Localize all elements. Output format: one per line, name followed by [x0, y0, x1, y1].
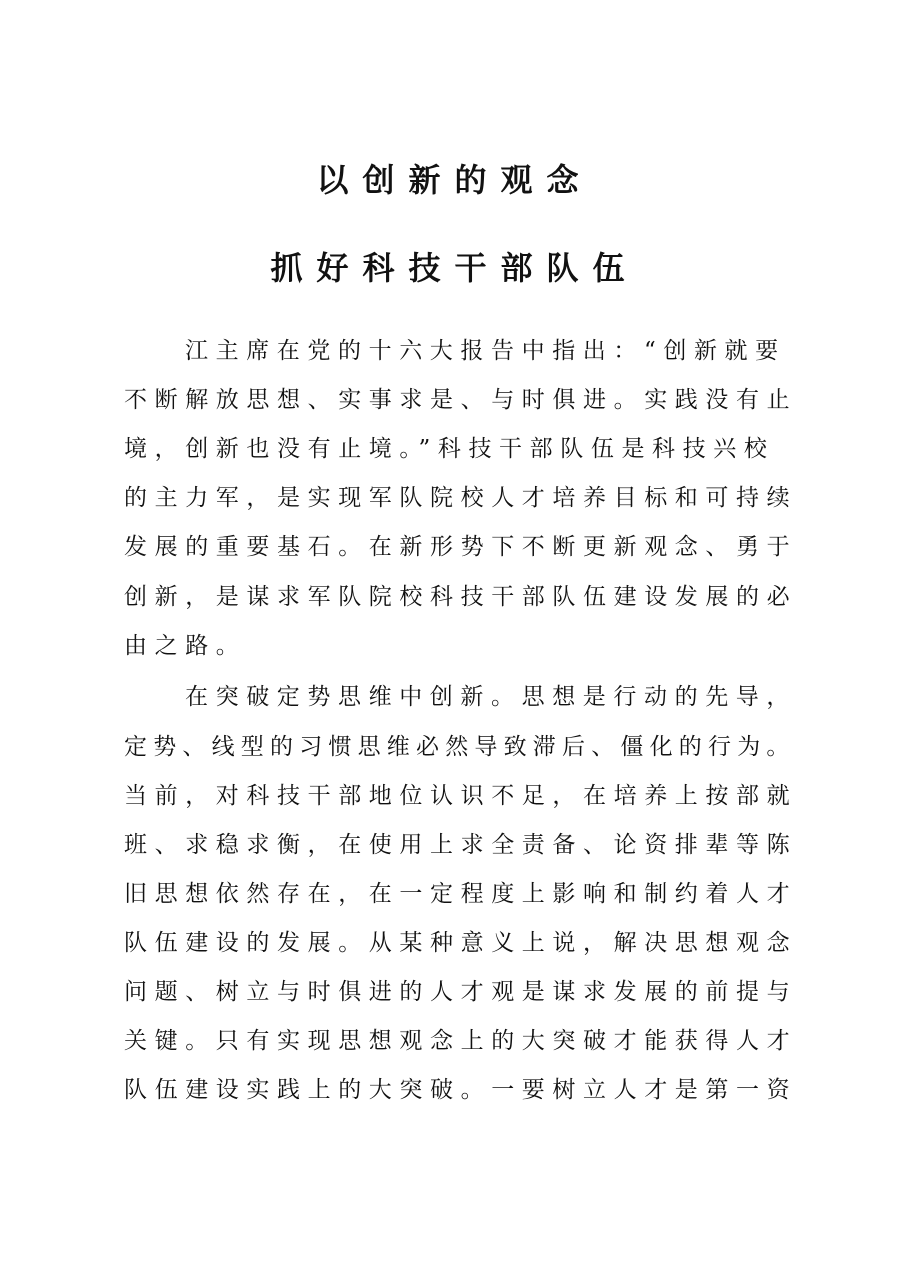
body-line: 队伍建设实践上的大突破。一要树立人才是第一资	[124, 1077, 798, 1103]
body-line: 问题、树立与时俱进的人才观是谋求发展的前提与	[124, 979, 798, 1005]
body-line: 的主力军，是实现军队院校人才培养目标和可持续	[124, 485, 798, 511]
body-line: 旧思想依然存在，在一定程度上影响和制约着人才	[124, 881, 798, 907]
body-line: 定势、线型的习惯思维必然导致滞后、僵化的行为。	[124, 734, 796, 760]
body-line: 关键。只有实现思想观念上的大突破才能获得人才	[124, 1028, 798, 1054]
body-line: 当前，对科技干部地位认识不足，在培养上按部就	[124, 783, 798, 809]
body-line: 队伍建设的发展。从某种意义上说，解决思想观念	[124, 930, 798, 956]
body-line: 发展的重要基石。在新形势下不断更新观念、勇于	[124, 534, 798, 560]
body-line: 创新，是谋求军队院校科技干部队伍建设发展的必	[124, 584, 798, 610]
body-line: 境，创新也没有止境。”科技干部队伍是科技兴校	[124, 436, 775, 462]
body-line: 不断解放思想、实事求是、与时俱进。实践没有止	[124, 387, 798, 413]
body-line: 在突破定势思维中创新。思想是行动的先导，	[185, 684, 797, 710]
body-line: 班、求稳求衡，在使用上求全责备、论资排辈等陈	[124, 832, 798, 858]
document-title-line2: 抓好科技干部队伍	[270, 249, 639, 287]
body-line: 由之路。	[124, 633, 247, 659]
document-title-line1: 以创新的观念	[316, 161, 593, 199]
body-line: 江主席在党的十六大报告中指出：“创新就要	[185, 338, 786, 364]
